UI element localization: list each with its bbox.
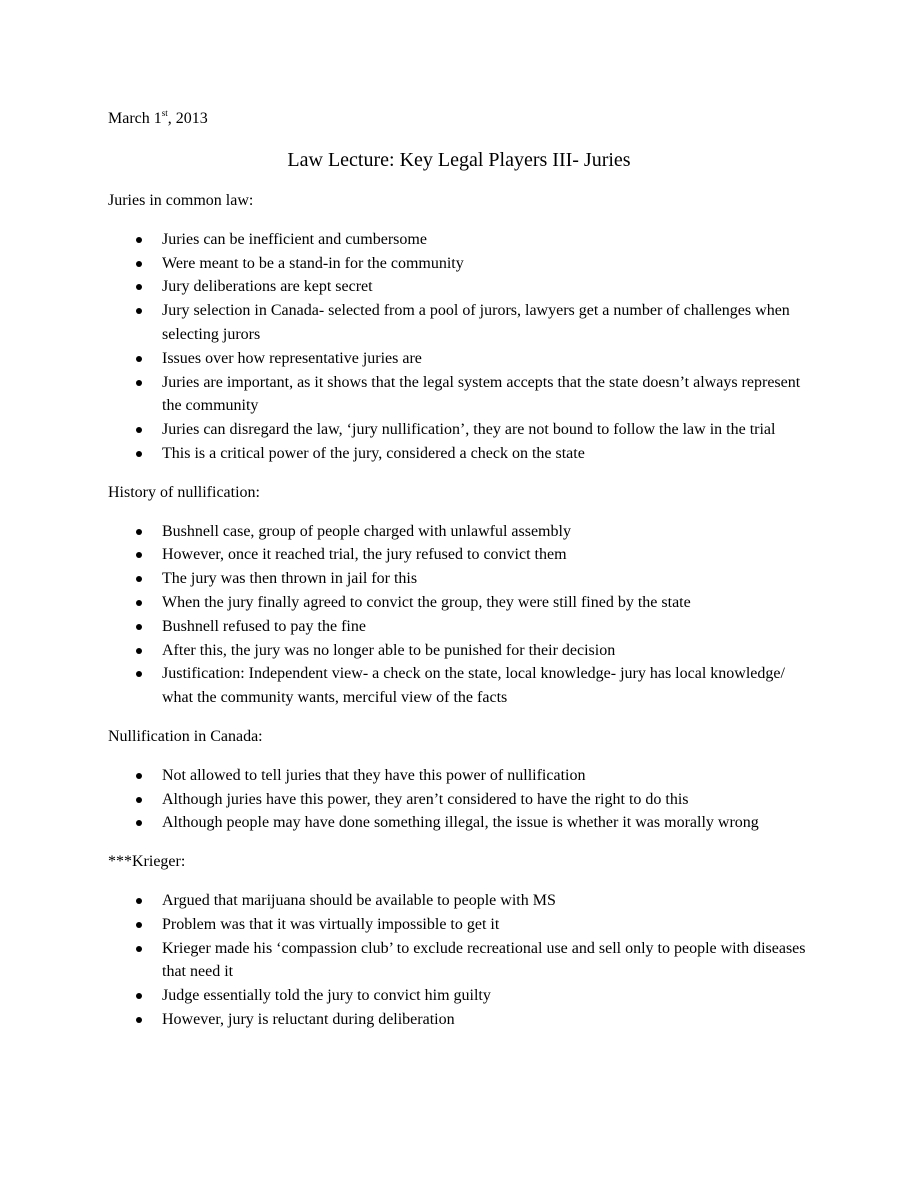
list-item-text: Problem was that it was virtually impossible to get it bbox=[162, 915, 500, 933]
document-body bbox=[108, 189, 818, 1047]
list-item-text: Justification: Independent view- a check on the state, local knowledge- jury has local knowledge/ what the community wants, merciful view of the facts bbox=[162, 665, 785, 707]
list-item-text: Bushnell case, group of people charged with unlawful assembly bbox=[162, 522, 571, 540]
bullet-icon bbox=[136, 1017, 142, 1023]
list-item-text: Judge essentially told the jury to convict him guilty bbox=[162, 987, 491, 1005]
list-item-text: After this, the jury was no longer able to be punished for their decision bbox=[162, 641, 616, 659]
bullet-icon bbox=[136, 797, 142, 803]
bullet-icon bbox=[136, 624, 142, 630]
list-item bbox=[108, 228, 818, 252]
bullet-icon bbox=[136, 380, 142, 386]
bullet-icon bbox=[136, 773, 142, 779]
bullet-icon bbox=[136, 576, 142, 582]
date-suffix: , 2013 bbox=[167, 110, 208, 127]
list-item-text: Jury deliberations are kept secret bbox=[162, 278, 373, 296]
list-item-text: Issues over how representative juries are bbox=[162, 349, 422, 367]
document-date bbox=[108, 108, 208, 130]
bullet-icon bbox=[136, 820, 142, 826]
list-item bbox=[108, 662, 818, 710]
list-item bbox=[108, 984, 818, 1008]
list-item bbox=[108, 567, 818, 591]
list-item bbox=[108, 639, 818, 663]
list-item-text: Argued that marijuana should be available to people with MS bbox=[162, 891, 556, 909]
list-item bbox=[108, 252, 818, 276]
bullet-icon bbox=[136, 356, 142, 362]
list-item-text: Although people may have done something illegal, the issue is whether it was morally wrong bbox=[162, 814, 759, 832]
list-item-text: However, once it reached trial, the jury refused to convict them bbox=[162, 546, 567, 564]
list-item-text: Krieger made his ‘compassion club’ to exclude recreational use and sell only to people with diseases that need it bbox=[162, 939, 806, 981]
bullet-list bbox=[108, 228, 818, 466]
bullet-icon bbox=[136, 552, 142, 558]
list-item bbox=[108, 371, 818, 419]
bullet-icon bbox=[136, 671, 142, 677]
bullet-icon bbox=[136, 237, 142, 243]
list-item bbox=[108, 889, 818, 913]
date-ordinal: st bbox=[161, 108, 168, 118]
bullet-icon bbox=[136, 946, 142, 952]
list-item-text: Juries can disregard the law, ‘jury nullification’, they are not bound to follow the law in the trial bbox=[162, 421, 776, 439]
list-item-text: Not allowed to tell juries that they have this power of nullification bbox=[162, 766, 586, 784]
list-item bbox=[108, 543, 818, 567]
section-heading: ***Krieger: bbox=[108, 853, 186, 871]
list-item bbox=[108, 615, 818, 639]
document-title: Law Lecture: Key Legal Players III- Juries bbox=[287, 149, 631, 171]
section-heading: Nullification in Canada: bbox=[108, 727, 263, 745]
bullet-list bbox=[108, 764, 818, 835]
list-item bbox=[108, 275, 818, 299]
list-item bbox=[108, 591, 818, 615]
list-item bbox=[108, 788, 818, 812]
list-item bbox=[108, 811, 818, 835]
list-item bbox=[108, 520, 818, 544]
list-item-text: Although juries have this power, they aren’t considered to have the right to do this bbox=[162, 790, 689, 808]
bullet-icon bbox=[136, 898, 142, 904]
bullet-icon bbox=[136, 427, 142, 433]
section-heading: History of nullification: bbox=[108, 483, 260, 501]
date-prefix: March 1 bbox=[108, 110, 162, 127]
list-item-text: Were meant to be a stand-in for the community bbox=[162, 254, 464, 272]
list-item bbox=[108, 764, 818, 788]
list-item-text: The jury was then thrown in jail for this bbox=[162, 570, 418, 588]
list-item-text: Juries are important, as it shows that the legal system accepts that the state doesn’t always represent the community bbox=[162, 373, 801, 415]
bullet-list bbox=[108, 520, 818, 710]
list-item bbox=[108, 347, 818, 371]
list-item-text: When the jury finally agreed to convict the group, they were still fined by the state bbox=[162, 593, 691, 611]
bullet-icon bbox=[136, 600, 142, 606]
list-item-text: However, jury is reluctant during deliberation bbox=[162, 1010, 455, 1028]
list-item-text: This is a critical power of the jury, considered a check on the state bbox=[162, 444, 585, 462]
list-item bbox=[108, 418, 818, 442]
list-item-text: Juries can be inefficient and cumbersome bbox=[162, 230, 427, 248]
list-item-text: Jury selection in Canada- selected from a pool of jurors, lawyers get a number of challenges when selecting jurors bbox=[162, 302, 790, 343]
bullet-icon bbox=[136, 261, 142, 267]
list-item bbox=[108, 937, 818, 985]
bullet-list bbox=[108, 889, 818, 1032]
list-item bbox=[108, 442, 818, 466]
list-item bbox=[108, 913, 818, 937]
list-item bbox=[108, 299, 818, 347]
bullet-icon bbox=[136, 993, 142, 999]
bullet-icon bbox=[136, 308, 142, 314]
list-item-text: Bushnell refused to pay the fine bbox=[162, 617, 366, 635]
section-heading: Juries in common law: bbox=[108, 192, 254, 209]
list-item bbox=[108, 1008, 818, 1032]
bullet-icon bbox=[136, 922, 142, 928]
bullet-icon bbox=[136, 648, 142, 654]
bullet-icon bbox=[136, 284, 142, 290]
bullet-icon bbox=[136, 451, 142, 457]
bullet-icon bbox=[136, 529, 142, 535]
